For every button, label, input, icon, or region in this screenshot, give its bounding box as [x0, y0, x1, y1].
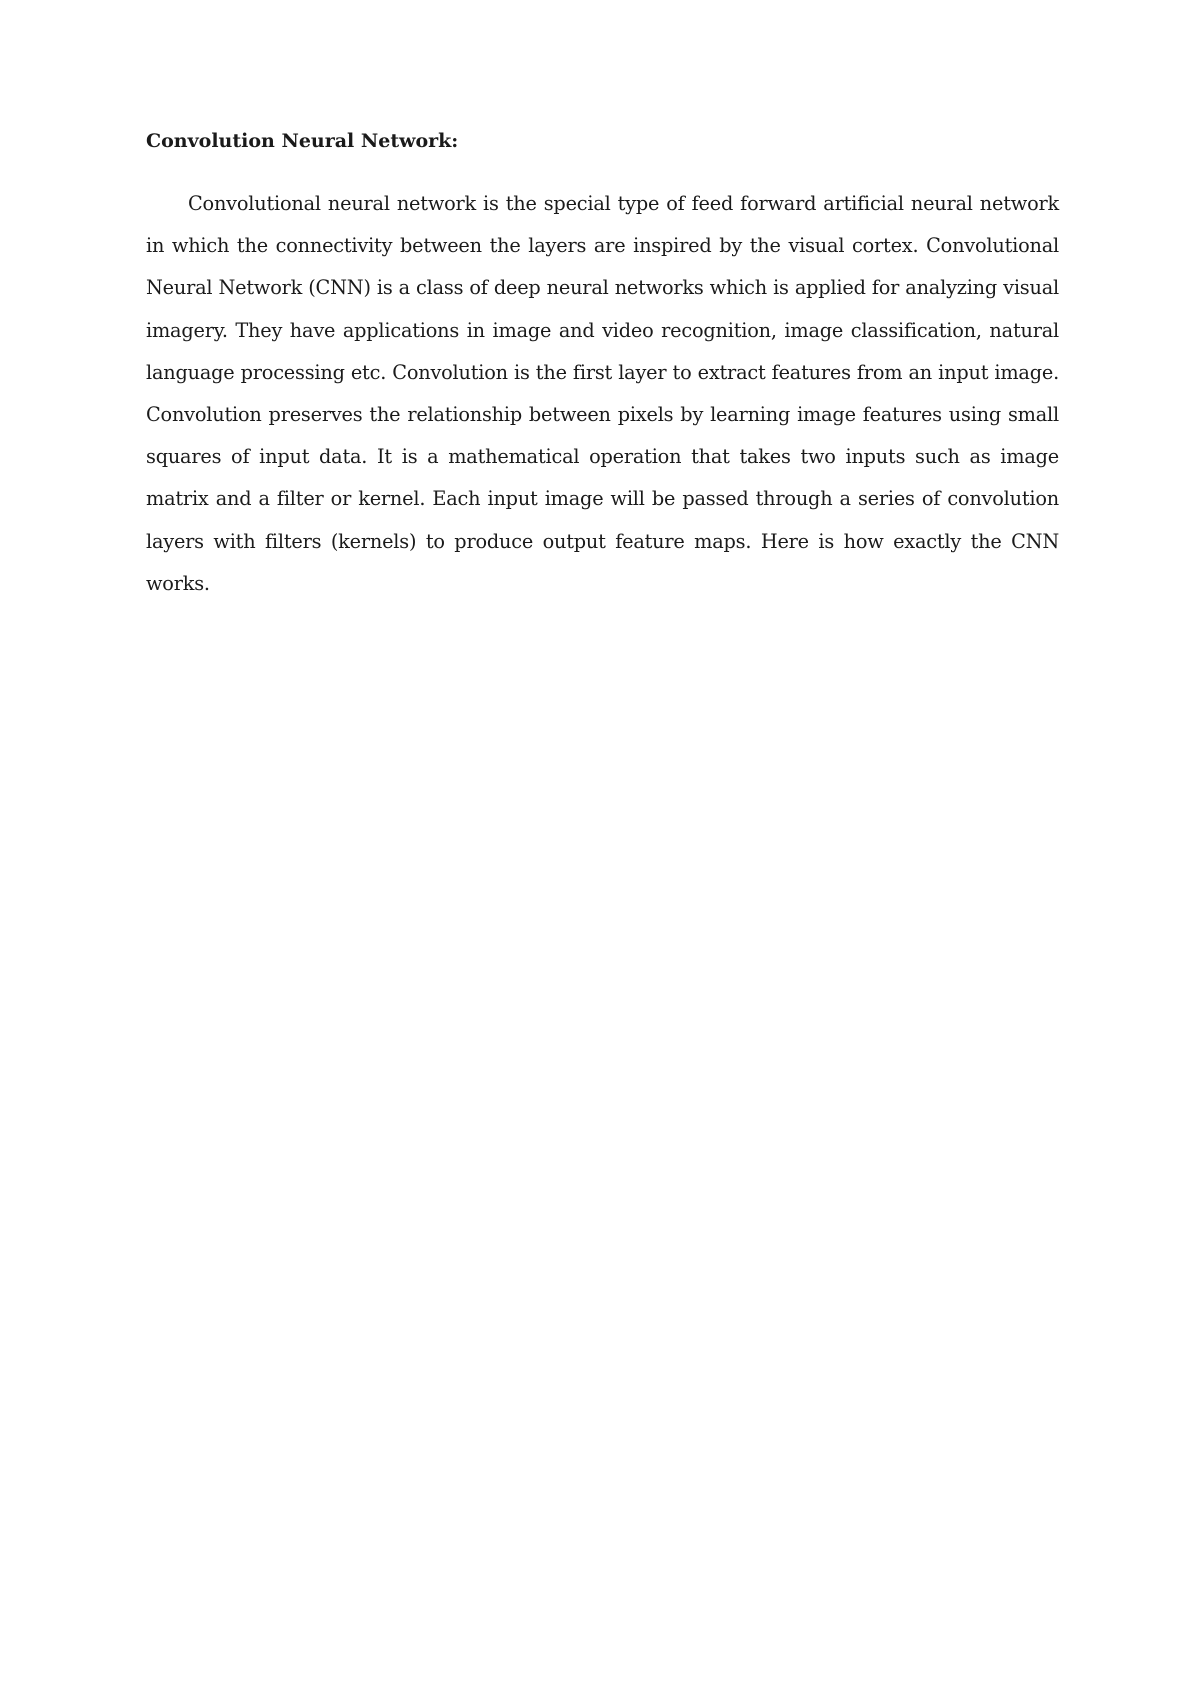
- body-paragraph: Convolutional neural network is the special type of feed forward artificial neural network in which the connectivity between the layers are inspired by the visual cortex. Convolutional Neural Network (CNN) is a class of deep neural networks which is applied for analyzing visual imagery. They have applications in image and video recognition, image classification, natural language processing etc. Convolution is the first layer to extract features from an input image. Convolution preserves the relationship between pixels by learning image features using small squares of input data. It is a mathematical operation that takes two inputs such as image matrix and a filter or kernel. Each input image will be passed through a series of convolution layers with filters (kernels) to produce output feature maps. Here is how exactly the CNN works.: [146, 192, 1059, 595]
- document-content: [146, 126, 1059, 605]
- section-heading: Convolution Neural Network:: [146, 130, 459, 152]
